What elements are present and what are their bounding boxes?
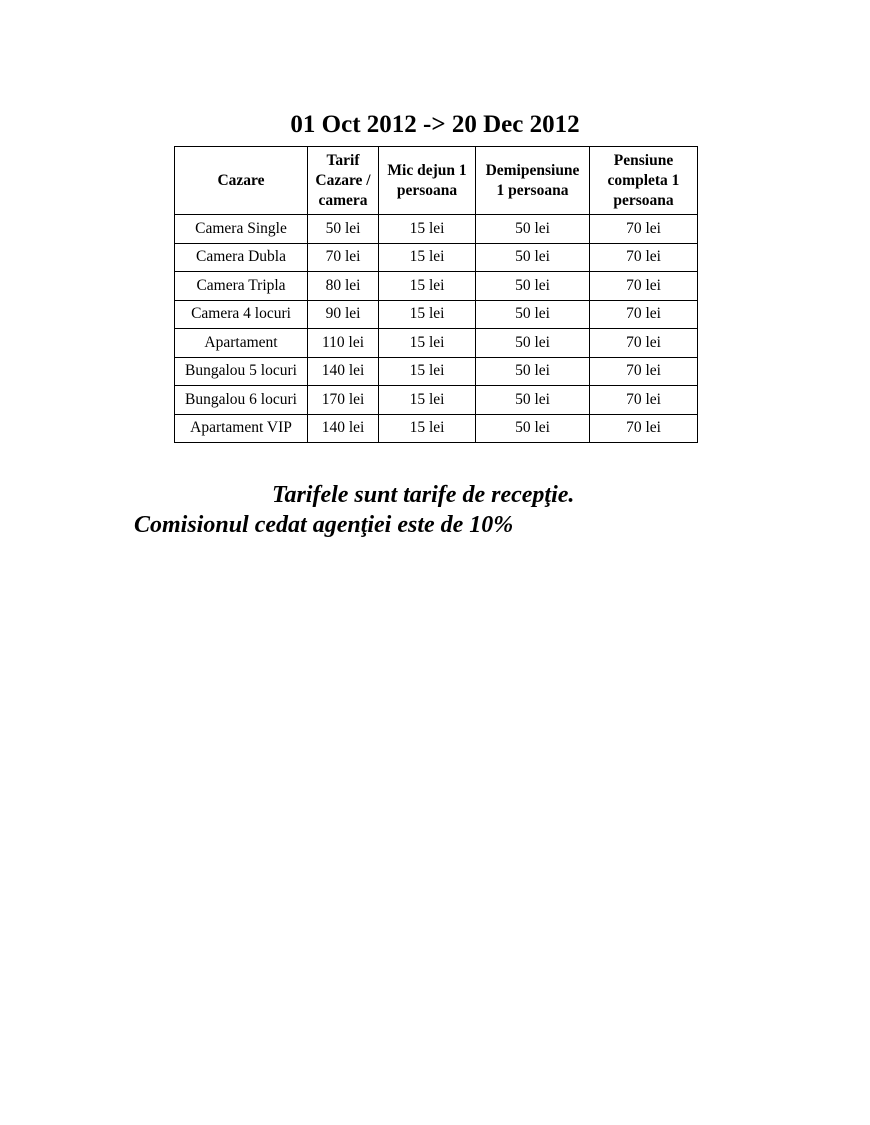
header-line: Cazare: [217, 171, 265, 189]
breakfast-cell: 15 lei: [379, 243, 476, 272]
table-row: [175, 414, 698, 443]
room-type-cell: Bungalou 5 locuri: [175, 357, 308, 386]
room-rate-cell: 110 lei: [308, 329, 379, 358]
full-board-cell: 70 lei: [590, 243, 698, 272]
table-row: [175, 215, 698, 244]
room-type-cell: Apartament: [175, 329, 308, 358]
header-line: 1 persoana: [496, 181, 569, 199]
room-type-cell: Camera Tripla: [175, 272, 308, 301]
breakfast-cell: 15 lei: [379, 357, 476, 386]
room-type-cell: Camera 4 locuri: [175, 300, 308, 329]
header-line: Pensiune: [613, 151, 674, 169]
half-board-cell: 50 lei: [476, 414, 590, 443]
breakfast-cell: 15 lei: [379, 215, 476, 244]
table-row: [175, 357, 698, 386]
header-line: completa 1: [607, 171, 680, 189]
room-type-cell: Camera Dubla: [175, 243, 308, 272]
room-rate-cell: 80 lei: [308, 272, 379, 301]
full-board-cell: 70 lei: [590, 272, 698, 301]
full-board-cell: 70 lei: [590, 414, 698, 443]
header-cazare: [175, 147, 308, 215]
page-title: 01 Oct 2012 -> 20 Dec 2012: [290, 111, 580, 138]
header-line: camera: [318, 191, 368, 209]
table-row: [175, 329, 698, 358]
room-rate-cell: 70 lei: [308, 243, 379, 272]
breakfast-cell: 15 lei: [379, 300, 476, 329]
breakfast-cell: 15 lei: [379, 414, 476, 443]
full-board-cell: 70 lei: [590, 357, 698, 386]
half-board-cell: 50 lei: [476, 215, 590, 244]
full-board-cell: 70 lei: [590, 300, 698, 329]
table-header-row: [175, 147, 698, 215]
table-row: [175, 272, 698, 301]
reception-rates-note: Tarifele sunt tarife de recepţie.: [272, 482, 575, 508]
half-board-cell: 50 lei: [476, 357, 590, 386]
half-board-cell: 50 lei: [476, 329, 590, 358]
room-rate-cell: 90 lei: [308, 300, 379, 329]
half-board-cell: 50 lei: [476, 243, 590, 272]
room-type-cell: Bungalou 6 locuri: [175, 386, 308, 415]
header-pensiune-completa: [590, 147, 698, 215]
room-rate-cell: 50 lei: [308, 215, 379, 244]
rates-table: [174, 146, 698, 443]
room-rate-cell: 170 lei: [308, 386, 379, 415]
header-line: Mic dejun 1: [387, 161, 467, 179]
room-rate-cell: 140 lei: [308, 414, 379, 443]
half-board-cell: 50 lei: [476, 272, 590, 301]
header-demipensiune: [476, 147, 590, 215]
full-board-cell: 70 lei: [590, 329, 698, 358]
room-type-cell: Apartament VIP: [175, 414, 308, 443]
header-mic-dejun: [379, 147, 476, 215]
table-row: [175, 243, 698, 272]
header-line: Cazare /: [315, 171, 371, 189]
full-board-cell: 70 lei: [590, 386, 698, 415]
header-line: persoana: [613, 191, 674, 209]
room-type-cell: Camera Single: [175, 215, 308, 244]
table-row: [175, 300, 698, 329]
room-rate-cell: 140 lei: [308, 357, 379, 386]
header-line: Demipensiune: [485, 161, 580, 179]
table-row: [175, 386, 698, 415]
breakfast-cell: 15 lei: [379, 272, 476, 301]
header-line: persoana: [396, 181, 458, 199]
header-tarif-cazare: [308, 147, 379, 215]
half-board-cell: 50 lei: [476, 300, 590, 329]
breakfast-cell: 15 lei: [379, 386, 476, 415]
breakfast-cell: 15 lei: [379, 329, 476, 358]
full-board-cell: 70 lei: [590, 215, 698, 244]
half-board-cell: 50 lei: [476, 386, 590, 415]
agency-commission-note: Comisionul cedat agenţiei este de 10%: [134, 512, 514, 538]
header-line: Tarif: [326, 151, 360, 169]
